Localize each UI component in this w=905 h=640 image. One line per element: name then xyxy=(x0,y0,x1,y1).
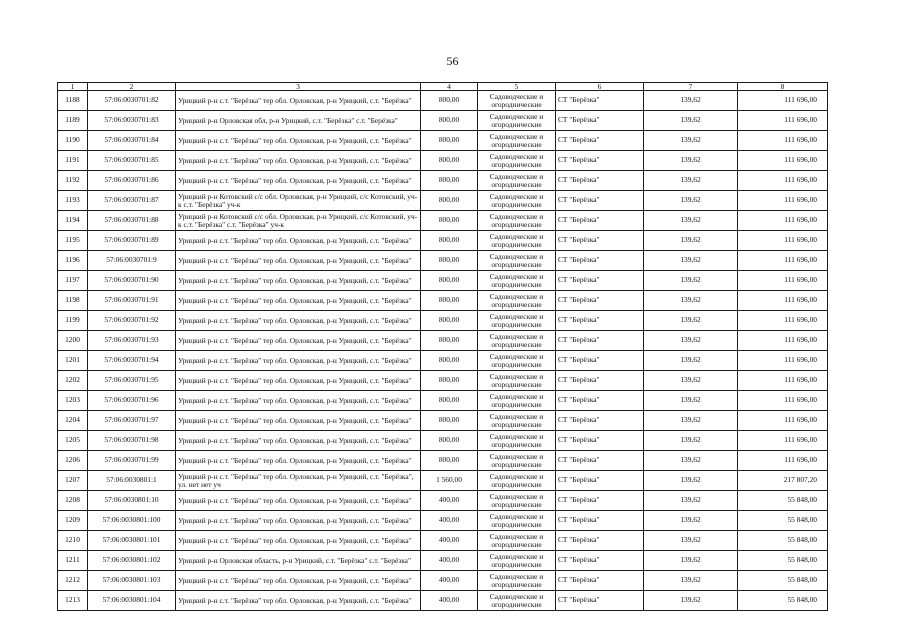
address-cell: Урицкий р-н с.т. "Берёзка" тер обл. Орловская, р-н Урицкий, с.т. "Берёзка", ул. нет нет уч xyxy=(176,471,421,491)
owner-cell: СТ "Берёзка" xyxy=(556,591,644,611)
price-cell: 139,62 xyxy=(644,251,738,271)
row-number-cell: 1196 xyxy=(58,251,88,271)
land-use-cell: Садоводческие и огороднические xyxy=(478,211,556,231)
column-header: 4 xyxy=(421,83,478,91)
price-cell: 139,62 xyxy=(644,191,738,211)
land-use-cell: Садоводческие и огороднические xyxy=(478,471,556,491)
area-cell: 800,00 xyxy=(421,251,478,271)
land-use-cell: Садоводческие и огороднические xyxy=(478,411,556,431)
cadastral-value-cell: 111 696,00 xyxy=(738,331,828,351)
table-row xyxy=(58,351,828,371)
table-row xyxy=(58,511,828,531)
cadastral-number-cell: 57:06:0030801:100 xyxy=(88,511,176,531)
table-row xyxy=(58,591,828,611)
row-number-cell: 1210 xyxy=(58,531,88,551)
address-cell: Урицкий р-н с.т. "Берёзка" тер обл. Орловская, р-н Урицкий, с.т. "Берёзка" xyxy=(176,311,421,331)
cadastral-number-cell: 57:06:0030801:1 xyxy=(88,471,176,491)
price-cell: 139,62 xyxy=(644,171,738,191)
address-cell: Урицкий р-н Котовский с/с обл. Орловская, р-н Урицкий, с/с Котовский, уч-к с.т. "Берёзка" уч-к xyxy=(176,191,421,211)
table-row xyxy=(58,211,828,231)
land-use-cell: Садоводческие и огороднические xyxy=(478,311,556,331)
owner-cell: СТ "Берёзка" xyxy=(556,571,644,591)
column-header: 2 xyxy=(88,83,176,91)
price-cell: 139,62 xyxy=(644,351,738,371)
column-header: 1 xyxy=(58,83,88,91)
land-use-cell: Садоводческие и огороднические xyxy=(478,571,556,591)
owner-cell: СТ "Берёзка" xyxy=(556,431,644,451)
price-cell: 139,62 xyxy=(644,331,738,351)
owner-cell: СТ "Берёзка" xyxy=(556,391,644,411)
address-cell: Урицкий р-н с.т. "Берёзка" тер обл. Орловская, р-н Урицкий, с.т. "Берёзка" xyxy=(176,331,421,351)
land-use-cell: Садоводческие и огороднические xyxy=(478,91,556,111)
table-row xyxy=(58,491,828,511)
land-use-cell: Садоводческие и огороднические xyxy=(478,231,556,251)
owner-cell: СТ "Берёзка" xyxy=(556,451,644,471)
table-row xyxy=(58,571,828,591)
table-row xyxy=(58,531,828,551)
price-cell: 139,62 xyxy=(644,271,738,291)
area-cell: 800,00 xyxy=(421,351,478,371)
cadastral-number-cell: 57:06:0030701:9 xyxy=(88,251,176,271)
row-number-cell: 1190 xyxy=(58,131,88,151)
land-use-cell: Садоводческие и огороднические xyxy=(478,531,556,551)
area-cell: 800,00 xyxy=(421,451,478,471)
row-number-cell: 1213 xyxy=(58,591,88,611)
land-use-cell: Садоводческие и огороднические xyxy=(478,111,556,131)
row-number-cell: 1197 xyxy=(58,271,88,291)
owner-cell: СТ "Берёзка" xyxy=(556,371,644,391)
row-number-cell: 1205 xyxy=(58,431,88,451)
owner-cell: СТ "Берёзка" xyxy=(556,91,644,111)
land-plot-table xyxy=(57,82,828,611)
address-cell: Урицкий р-н с.т. "Берёзка" тер обл. Орловская, р-н Урицкий, с.т. "Берёзка" xyxy=(176,231,421,251)
cadastral-number-cell: 57:06:0030701:82 xyxy=(88,91,176,111)
cadastral-number-cell: 57:06:0030701:99 xyxy=(88,451,176,471)
address-cell: Урицкий р-н с.т. "Берёзка" тер обл. Орловская, р-н Урицкий, с.т. "Берёзка" xyxy=(176,371,421,391)
row-number-cell: 1199 xyxy=(58,311,88,331)
table-row xyxy=(58,271,828,291)
cadastral-number-cell: 57:06:0030701:94 xyxy=(88,351,176,371)
table-row xyxy=(58,391,828,411)
table-row xyxy=(58,231,828,251)
cadastral-value-cell: 111 696,00 xyxy=(738,371,828,391)
table-row xyxy=(58,331,828,351)
cadastral-number-cell: 57:06:0030801:102 xyxy=(88,551,176,571)
land-use-cell: Садоводческие и огороднические xyxy=(478,291,556,311)
area-cell: 800,00 xyxy=(421,171,478,191)
cadastral-value-cell: 55 848,00 xyxy=(738,531,828,551)
land-use-cell: Садоводческие и огороднические xyxy=(478,191,556,211)
table-row xyxy=(58,431,828,451)
address-cell: Урицкий р-н с.т. "Берёзка" тер обл. Орловская, р-н Урицкий, с.т. "Берёзка" xyxy=(176,351,421,371)
address-cell: Урицкий р-н с.т. "Берёзка" тер обл. Орловская, р-н Урицкий, с.т. "Берёзка" xyxy=(176,571,421,591)
cadastral-number-cell: 57:06:0030701:85 xyxy=(88,151,176,171)
owner-cell: СТ "Берёзка" xyxy=(556,511,644,531)
area-cell: 400,00 xyxy=(421,571,478,591)
cadastral-number-cell: 57:06:0030701:87 xyxy=(88,191,176,211)
cadastral-value-cell: 55 848,00 xyxy=(738,511,828,531)
owner-cell: СТ "Берёзка" xyxy=(556,171,644,191)
row-number-cell: 1212 xyxy=(58,571,88,591)
row-number-cell: 1200 xyxy=(58,331,88,351)
address-cell: Урицкий р-н с.т. "Берёзка" тер обл. Орловская, р-н Урицкий, с.т. "Берёзка" xyxy=(176,291,421,311)
price-cell: 139,62 xyxy=(644,291,738,311)
price-cell: 139,62 xyxy=(644,91,738,111)
cadastral-number-cell: 57:06:0030701:96 xyxy=(88,391,176,411)
area-cell: 400,00 xyxy=(421,511,478,531)
cadastral-value-cell: 111 696,00 xyxy=(738,251,828,271)
address-cell: Урицкий р-н с.т. "Берёзка" тер обл. Орловская, р-н Урицкий, с.т. "Берёзка" xyxy=(176,431,421,451)
owner-cell: СТ "Берёзка" xyxy=(556,151,644,171)
area-cell: 800,00 xyxy=(421,431,478,451)
cadastral-value-cell: 111 696,00 xyxy=(738,131,828,151)
row-number-cell: 1201 xyxy=(58,351,88,371)
price-cell: 139,62 xyxy=(644,411,738,431)
price-cell: 139,62 xyxy=(644,531,738,551)
area-cell: 400,00 xyxy=(421,591,478,611)
area-cell: 800,00 xyxy=(421,271,478,291)
cadastral-number-cell: 57:06:0030801:101 xyxy=(88,531,176,551)
cadastral-value-cell: 55 848,00 xyxy=(738,551,828,571)
address-cell: Урицкий р-н с.т. "Берёзка" тер обл. Орловская, р-н Урицкий, с.т. "Берёзка" xyxy=(176,151,421,171)
address-cell: Урицкий р-н с.т. "Берёзка" тер обл. Орловская, р-н Урицкий, с.т. "Берёзка" xyxy=(176,531,421,551)
address-cell: Урицкий р-н Котовский с/с обл. Орловская, р-н Урицкий, с/с Котовский, уч-к с.т. "Берёзка" с.т. "Берёзка" уч-к xyxy=(176,211,421,231)
owner-cell: СТ "Берёзка" xyxy=(556,111,644,131)
land-use-cell: Садоводческие и огороднические xyxy=(478,491,556,511)
table-row xyxy=(58,191,828,211)
area-cell: 800,00 xyxy=(421,191,478,211)
row-number-cell: 1203 xyxy=(58,391,88,411)
table-row xyxy=(58,551,828,571)
row-number-cell: 1193 xyxy=(58,191,88,211)
header-row xyxy=(58,83,828,91)
owner-cell: СТ "Берёзка" xyxy=(556,251,644,271)
row-number-cell: 1195 xyxy=(58,231,88,251)
address-cell: Урицкий р-н с.т. "Берёзка" тер обл. Орловская, р-н Урицкий, с.т. "Берёзка" xyxy=(176,411,421,431)
area-cell: 400,00 xyxy=(421,491,478,511)
price-cell: 139,62 xyxy=(644,551,738,571)
cadastral-value-cell: 111 696,00 xyxy=(738,411,828,431)
row-number-cell: 1189 xyxy=(58,111,88,131)
land-use-cell: Садоводческие и огороднические xyxy=(478,131,556,151)
price-cell: 139,62 xyxy=(644,591,738,611)
area-cell: 400,00 xyxy=(421,551,478,571)
cadastral-value-cell: 111 696,00 xyxy=(738,211,828,231)
land-use-cell: Садоводческие и огороднические xyxy=(478,511,556,531)
cadastral-value-cell: 55 848,00 xyxy=(738,491,828,511)
cadastral-number-cell: 57:06:0030801:103 xyxy=(88,571,176,591)
table-row xyxy=(58,251,828,271)
table-row xyxy=(58,311,828,331)
owner-cell: СТ "Берёзка" xyxy=(556,291,644,311)
land-use-cell: Садоводческие и огороднические xyxy=(478,251,556,271)
cadastral-number-cell: 57:06:0030701:93 xyxy=(88,331,176,351)
table-row xyxy=(58,451,828,471)
land-use-cell: Садоводческие и огороднические xyxy=(478,451,556,471)
price-cell: 139,62 xyxy=(644,571,738,591)
owner-cell: СТ "Берёзка" xyxy=(556,211,644,231)
column-header: 5 xyxy=(478,83,556,91)
cadastral-value-cell: 55 848,00 xyxy=(738,571,828,591)
address-cell: Урицкий р-н Орловская область, р-н Урицкий, с.т. "Берёзка" с.т. "Берёзка" xyxy=(176,551,421,571)
column-header: 3 xyxy=(176,83,421,91)
cadastral-value-cell: 217 807,20 xyxy=(738,471,828,491)
price-cell: 139,62 xyxy=(644,111,738,131)
address-cell: Урицкий р-н с.т. "Берёзка" тер обл. Орловская, р-н Урицкий, с.т. "Берёзка" xyxy=(176,451,421,471)
area-cell: 800,00 xyxy=(421,311,478,331)
owner-cell: СТ "Берёзка" xyxy=(556,231,644,251)
price-cell: 139,62 xyxy=(644,371,738,391)
price-cell: 139,62 xyxy=(644,391,738,411)
land-use-cell: Садоводческие и огороднические xyxy=(478,171,556,191)
cadastral-number-cell: 57:06:0030801:10 xyxy=(88,491,176,511)
land-use-cell: Садоводческие и огороднические xyxy=(478,431,556,451)
cadastral-value-cell: 111 696,00 xyxy=(738,171,828,191)
price-cell: 139,62 xyxy=(644,511,738,531)
area-cell: 800,00 xyxy=(421,391,478,411)
address-cell: Урицкий р-н с.т. "Берёзка" тер обл. Орловская, р-н Урицкий, с.т. "Берёзка" xyxy=(176,271,421,291)
row-number-cell: 1211 xyxy=(58,551,88,571)
price-cell: 139,62 xyxy=(644,451,738,471)
area-cell: 800,00 xyxy=(421,411,478,431)
area-cell: 800,00 xyxy=(421,371,478,391)
price-cell: 139,62 xyxy=(644,431,738,451)
area-cell: 800,00 xyxy=(421,111,478,131)
row-number-cell: 1209 xyxy=(58,511,88,531)
table-row xyxy=(58,171,828,191)
land-use-cell: Садоводческие и огороднические xyxy=(478,351,556,371)
cadastral-number-cell: 57:06:0030701:84 xyxy=(88,131,176,151)
row-number-cell: 1207 xyxy=(58,471,88,491)
cadastral-number-cell: 57:06:0030701:86 xyxy=(88,171,176,191)
owner-cell: СТ "Берёзка" xyxy=(556,471,644,491)
row-number-cell: 1204 xyxy=(58,411,88,431)
owner-cell: СТ "Берёзка" xyxy=(556,311,644,331)
cadastral-number-cell: 57:06:0030801:104 xyxy=(88,591,176,611)
cadastral-value-cell: 111 696,00 xyxy=(738,431,828,451)
cadastral-number-cell: 57:06:0030701:91 xyxy=(88,291,176,311)
cadastral-number-cell: 57:06:0030701:83 xyxy=(88,111,176,131)
cadastral-value-cell: 111 696,00 xyxy=(738,111,828,131)
area-cell: 1 560,00 xyxy=(421,471,478,491)
address-cell: Урицкий р-н с.т. "Берёзка" тер обл. Орловская, р-н Урицкий, с.т. "Берёзка" xyxy=(176,131,421,151)
address-cell: Урицкий р-н с.т. "Берёзка" тер обл. Орловская, р-н Урицкий, с.т. "Берёзка" xyxy=(176,511,421,531)
row-number-cell: 1191 xyxy=(58,151,88,171)
table-row xyxy=(58,291,828,311)
cadastral-value-cell: 111 696,00 xyxy=(738,271,828,291)
row-number-cell: 1188 xyxy=(58,91,88,111)
row-number-cell: 1206 xyxy=(58,451,88,471)
cadastral-value-cell: 111 696,00 xyxy=(738,291,828,311)
table-row xyxy=(58,411,828,431)
owner-cell: СТ "Берёзка" xyxy=(556,551,644,571)
area-cell: 400,00 xyxy=(421,531,478,551)
address-cell: Урицкий р-н с.т. "Берёзка" тер обл. Орловская, р-н Урицкий, с.т. "Берёзка" xyxy=(176,251,421,271)
row-number-cell: 1208 xyxy=(58,491,88,511)
cadastral-value-cell: 111 696,00 xyxy=(738,311,828,331)
table-row xyxy=(58,111,828,131)
column-header: 7 xyxy=(644,83,738,91)
owner-cell: СТ "Берёзка" xyxy=(556,411,644,431)
table-row xyxy=(58,151,828,171)
owner-cell: СТ "Берёзка" xyxy=(556,191,644,211)
address-cell: Урицкий р-н с.т. "Берёзка" тер обл. Орловская, р-н Урицкий, с.т. "Берёзка" xyxy=(176,391,421,411)
cadastral-value-cell: 111 696,00 xyxy=(738,451,828,471)
address-cell: Урицкий р-н Орловская обл, р-н Урицкий, с.т. "Берёзка" с.т. "Берёзка" xyxy=(176,111,421,131)
address-cell: Урицкий р-н с.т. "Берёзка" тер обл. Орловская, р-н Урицкий, с.т. "Берёзка" xyxy=(176,491,421,511)
cadastral-value-cell: 111 696,00 xyxy=(738,391,828,411)
owner-cell: СТ "Берёзка" xyxy=(556,531,644,551)
area-cell: 800,00 xyxy=(421,91,478,111)
price-cell: 139,62 xyxy=(644,471,738,491)
owner-cell: СТ "Берёзка" xyxy=(556,351,644,371)
column-header: 8 xyxy=(738,83,828,91)
cadastral-number-cell: 57:06:0030701:92 xyxy=(88,311,176,331)
price-cell: 139,62 xyxy=(644,131,738,151)
page-number: 56 xyxy=(446,54,459,68)
row-number-cell: 1194 xyxy=(58,211,88,231)
table-row xyxy=(58,471,828,491)
row-number-cell: 1192 xyxy=(58,171,88,191)
row-number-cell: 1202 xyxy=(58,371,88,391)
owner-cell: СТ "Берёзка" xyxy=(556,491,644,511)
cadastral-number-cell: 57:06:0030701:97 xyxy=(88,411,176,431)
table-row xyxy=(58,91,828,111)
land-use-cell: Садоводческие и огороднические xyxy=(478,151,556,171)
cadastral-number-cell: 57:06:0030701:98 xyxy=(88,431,176,451)
cadastral-number-cell: 57:06:0030701:95 xyxy=(88,371,176,391)
table-row xyxy=(58,131,828,151)
cadastral-value-cell: 111 696,00 xyxy=(738,351,828,371)
price-cell: 139,62 xyxy=(644,491,738,511)
land-use-cell: Садоводческие и огороднические xyxy=(478,371,556,391)
table-row xyxy=(58,371,828,391)
price-cell: 139,62 xyxy=(644,311,738,331)
area-cell: 800,00 xyxy=(421,291,478,311)
area-cell: 800,00 xyxy=(421,331,478,351)
land-use-cell: Садоводческие и огороднические xyxy=(478,331,556,351)
owner-cell: СТ "Берёзка" xyxy=(556,331,644,351)
cadastral-value-cell: 111 696,00 xyxy=(738,231,828,251)
column-header: 6 xyxy=(556,83,644,91)
cadastral-value-cell: 111 696,00 xyxy=(738,91,828,111)
area-cell: 800,00 xyxy=(421,231,478,251)
cadastral-number-cell: 57:06:0030701:90 xyxy=(88,271,176,291)
table-body xyxy=(58,91,828,611)
address-cell: Урицкий р-н с.т. "Берёзка" тер обл. Орловская, р-н Урицкий, с.т. "Берёзка" xyxy=(176,91,421,111)
cadastral-value-cell: 55 848,00 xyxy=(738,591,828,611)
price-cell: 139,62 xyxy=(644,211,738,231)
land-use-cell: Садоводческие и огороднические xyxy=(478,551,556,571)
area-cell: 800,00 xyxy=(421,211,478,231)
price-cell: 139,62 xyxy=(644,151,738,171)
cadastral-value-cell: 111 696,00 xyxy=(738,191,828,211)
cadastral-value-cell: 111 696,00 xyxy=(738,151,828,171)
land-use-cell: Садоводческие и огороднические xyxy=(478,271,556,291)
price-cell: 139,62 xyxy=(644,231,738,251)
row-number-cell: 1198 xyxy=(58,291,88,311)
address-cell: Урицкий р-н с.т. "Берёзка" тер обл. Орловская, р-н Урицкий, с.т. "Берёзка" xyxy=(176,591,421,611)
cadastral-number-cell: 57:06:0030701:89 xyxy=(88,231,176,251)
cadastral-number-cell: 57:06:0030701:88 xyxy=(88,211,176,231)
land-use-cell: Садоводческие и огороднические xyxy=(478,391,556,411)
area-cell: 800,00 xyxy=(421,151,478,171)
area-cell: 800,00 xyxy=(421,131,478,151)
owner-cell: СТ "Берёзка" xyxy=(556,131,644,151)
owner-cell: СТ "Берёзка" xyxy=(556,271,644,291)
address-cell: Урицкий р-н с.т. "Берёзка" тер обл. Орловская, р-н Урицкий, с.т. "Берёзка" xyxy=(176,171,421,191)
land-use-cell: Садоводческие и огороднические xyxy=(478,591,556,611)
